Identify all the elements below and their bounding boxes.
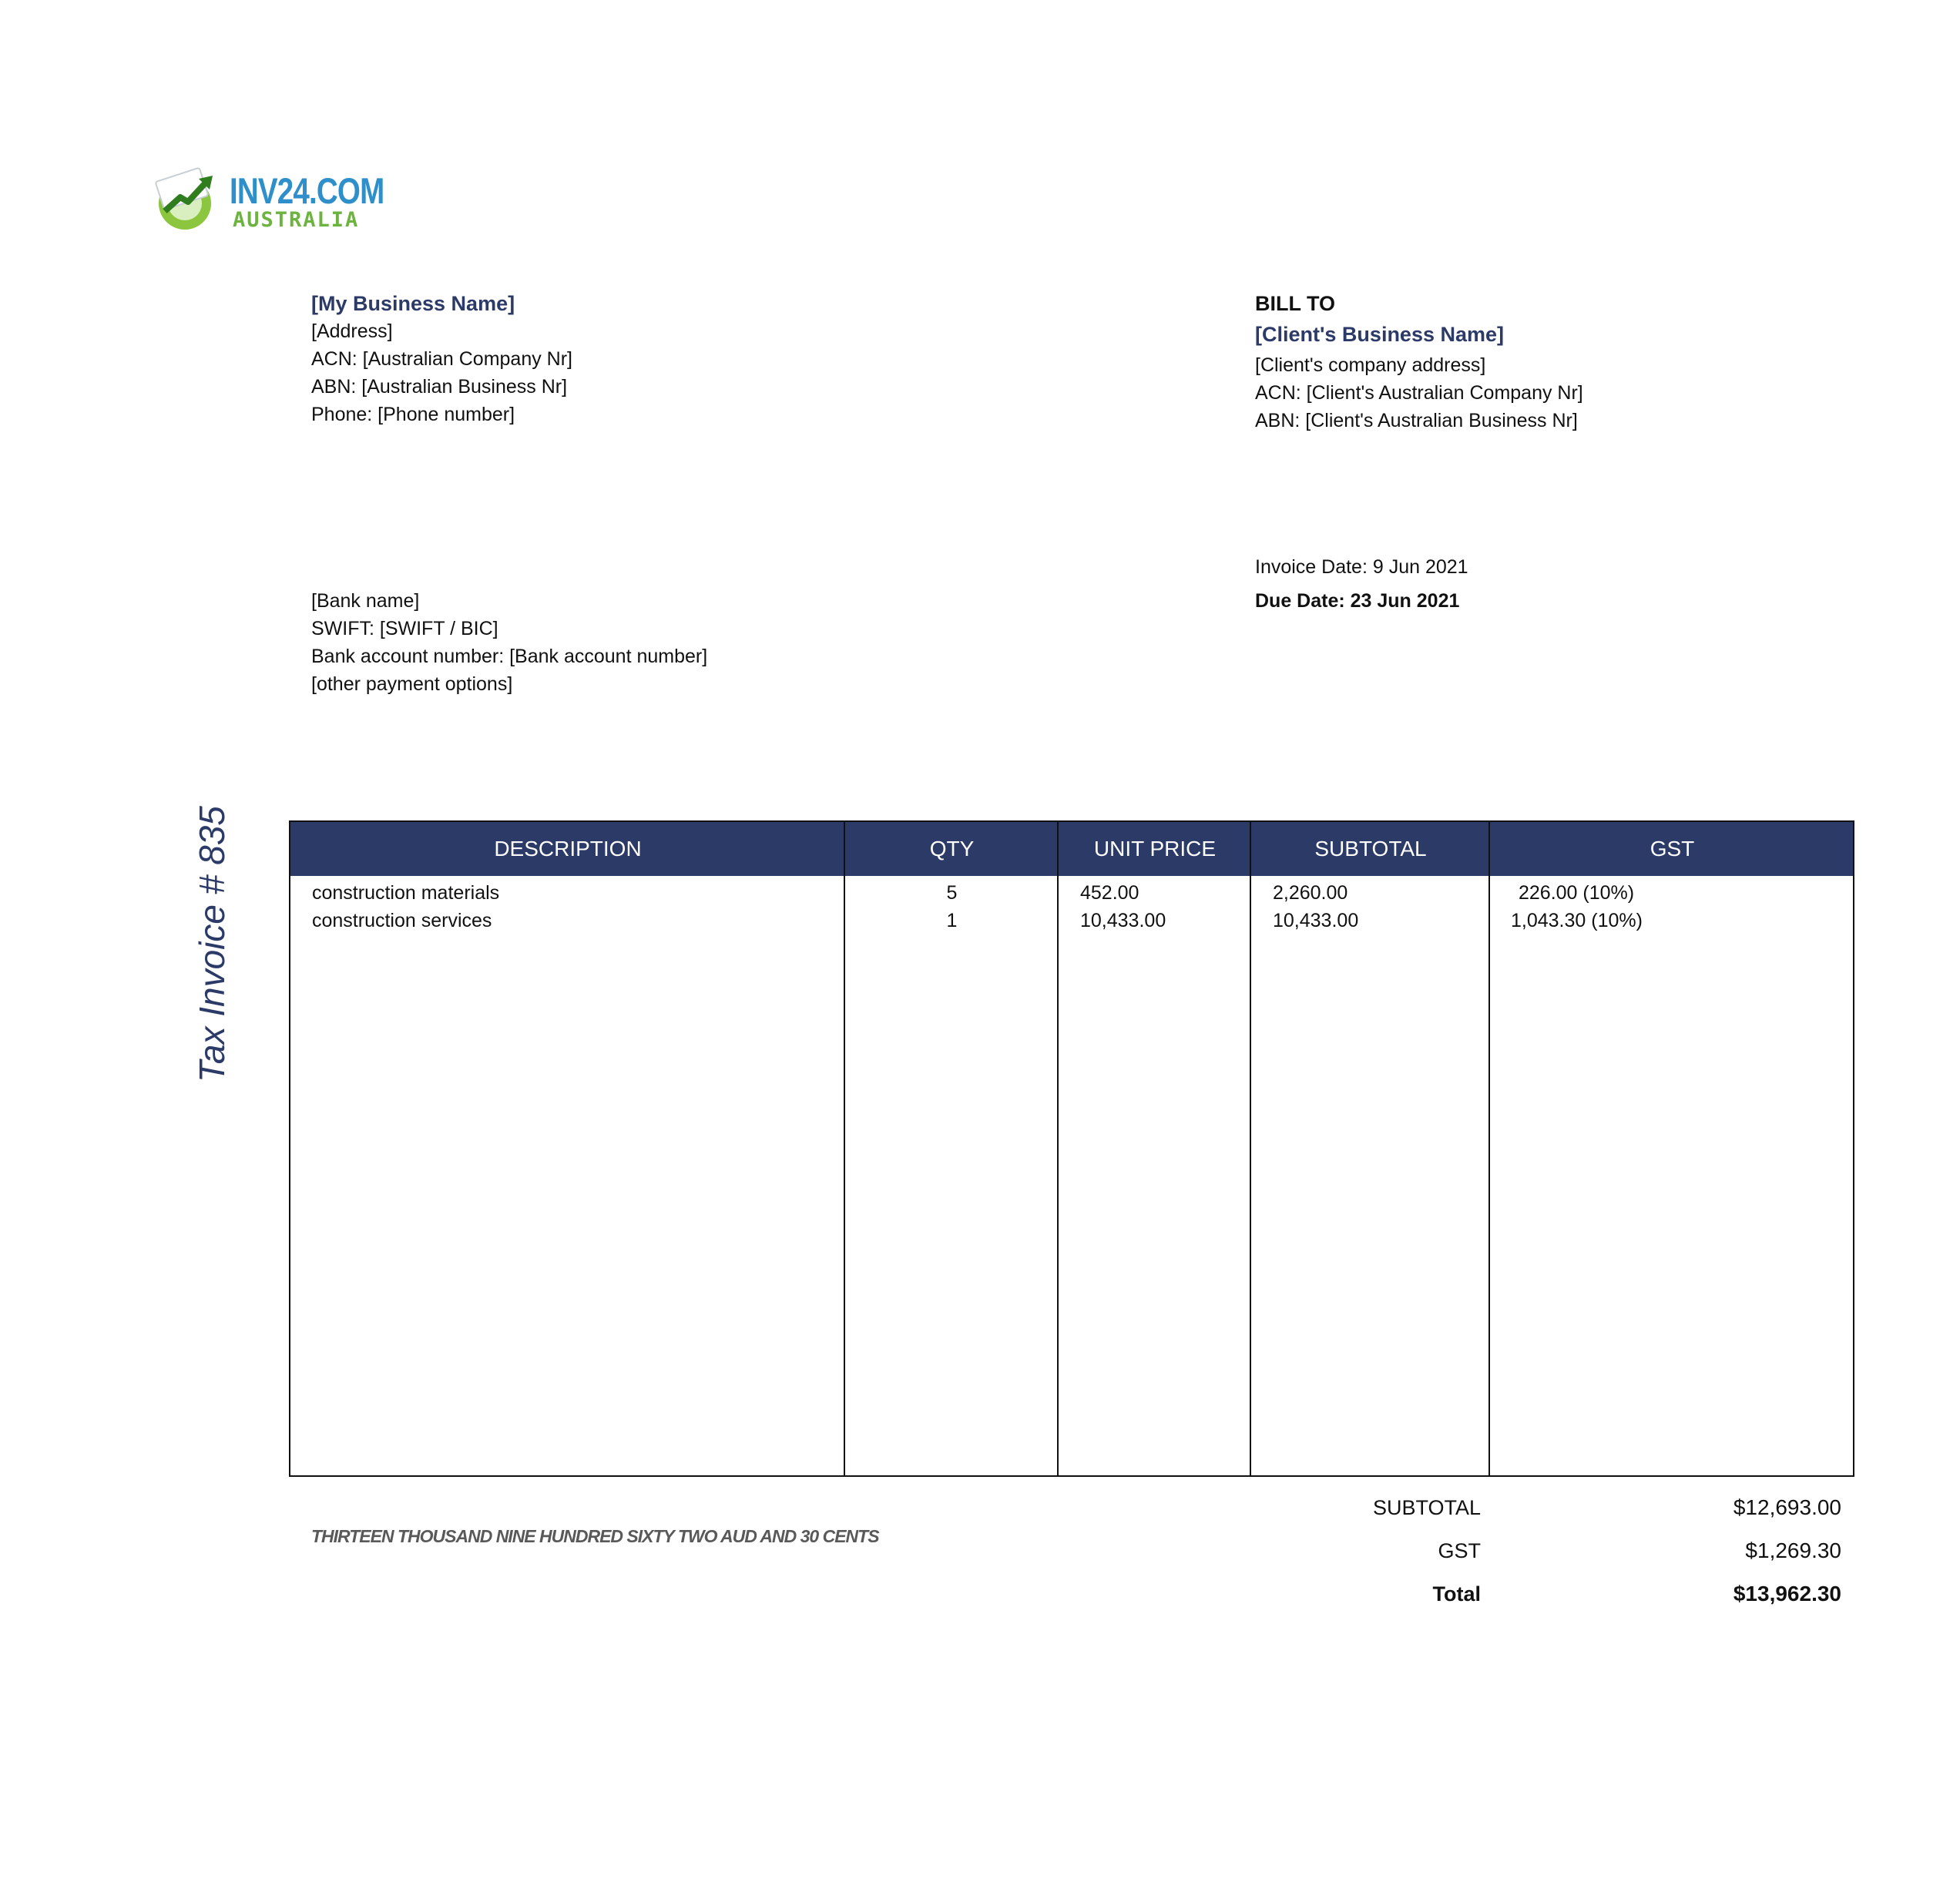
logo-text-secondary: AUSTRALIA <box>233 208 360 232</box>
invoice-date: Invoice Date: 9 Jun 2021 <box>1255 556 1468 578</box>
client-abn: ABN: [Client's Australian Business Nr] <box>1255 410 1578 431</box>
bank-swift: SWIFT: [SWIFT / BIC] <box>311 618 498 639</box>
seller-abn: ABN: [Australian Business Nr] <box>311 376 568 398</box>
row-subtotal: 2,260.00 <box>1273 882 1348 904</box>
client-address: [Client's company address] <box>1255 354 1486 376</box>
subtotal-label: SUBTOTAL <box>1372 1496 1481 1519</box>
seller-acn: ACN: [Australian Company Nr] <box>311 348 573 370</box>
total-value: $13,962.30 <box>1733 1582 1841 1606</box>
client-acn: ACN: [Client's Australian Company Nr] <box>1255 382 1583 404</box>
totals-labels <box>1264 1492 1481 1622</box>
table-header <box>290 822 1853 876</box>
row-description: construction services <box>312 910 492 931</box>
gst-label: GST <box>1438 1539 1481 1562</box>
other-payment-options: [other payment options] <box>311 673 513 695</box>
column-divider <box>1488 822 1490 1475</box>
column-header-unit-price: UNIT PRICE <box>1093 837 1217 861</box>
client-business-name: [Client's Business Name] <box>1255 323 1505 346</box>
column-header-gst: GST <box>1650 837 1695 861</box>
column-header-qty: QTY <box>929 837 975 861</box>
items-table <box>289 820 1854 1477</box>
row-gst: 1,043.30 (10%) <box>1511 910 1643 931</box>
row-gst: 226.00 (10%) <box>1519 882 1635 904</box>
column-header-subtotal: SUBTOTAL <box>1314 837 1427 861</box>
bill-to-heading: BILL TO <box>1255 292 1336 315</box>
seller-phone: Phone: [Phone number] <box>311 404 515 425</box>
bill-to-info <box>1255 290 1583 435</box>
row-unit-price: 452.00 <box>1080 882 1139 904</box>
gst-value: $1,269.30 <box>1745 1538 1841 1562</box>
column-divider <box>1250 822 1251 1475</box>
bank-details <box>311 587 707 698</box>
seller-address: [Address] <box>311 320 393 342</box>
bank-name: [Bank name] <box>311 590 420 612</box>
tax-invoice-number: Tax Invoice # 835 <box>192 806 232 1082</box>
row-qty: 5 <box>946 882 958 904</box>
total-label: Total <box>1432 1582 1481 1606</box>
row-description: construction materials <box>312 882 500 904</box>
invoice-dates <box>1255 553 1468 615</box>
seller-info <box>311 290 572 428</box>
logo-icon <box>151 163 225 233</box>
seller-business-name: [My Business Name] <box>311 292 515 315</box>
row-subtotal: 10,433.00 <box>1273 910 1359 931</box>
logo-text-primary: INV24.COM <box>230 170 384 211</box>
row-qty: 1 <box>946 910 958 931</box>
subtotal-value: $12,693.00 <box>1733 1495 1841 1519</box>
column-header-description: DESCRIPTION <box>494 837 642 861</box>
due-date: Due Date: 23 Jun 2021 <box>1255 590 1460 612</box>
row-unit-price: 10,433.00 <box>1080 910 1166 931</box>
totals-values <box>1610 1492 1841 1622</box>
company-logo <box>151 163 382 233</box>
bank-account: Bank account number: [Bank account number] <box>311 646 708 667</box>
amount-in-words: THIRTEEN THOUSAND NINE HUNDRED SIXTY TWO AUD AND 30 CENTS <box>311 1526 879 1546</box>
